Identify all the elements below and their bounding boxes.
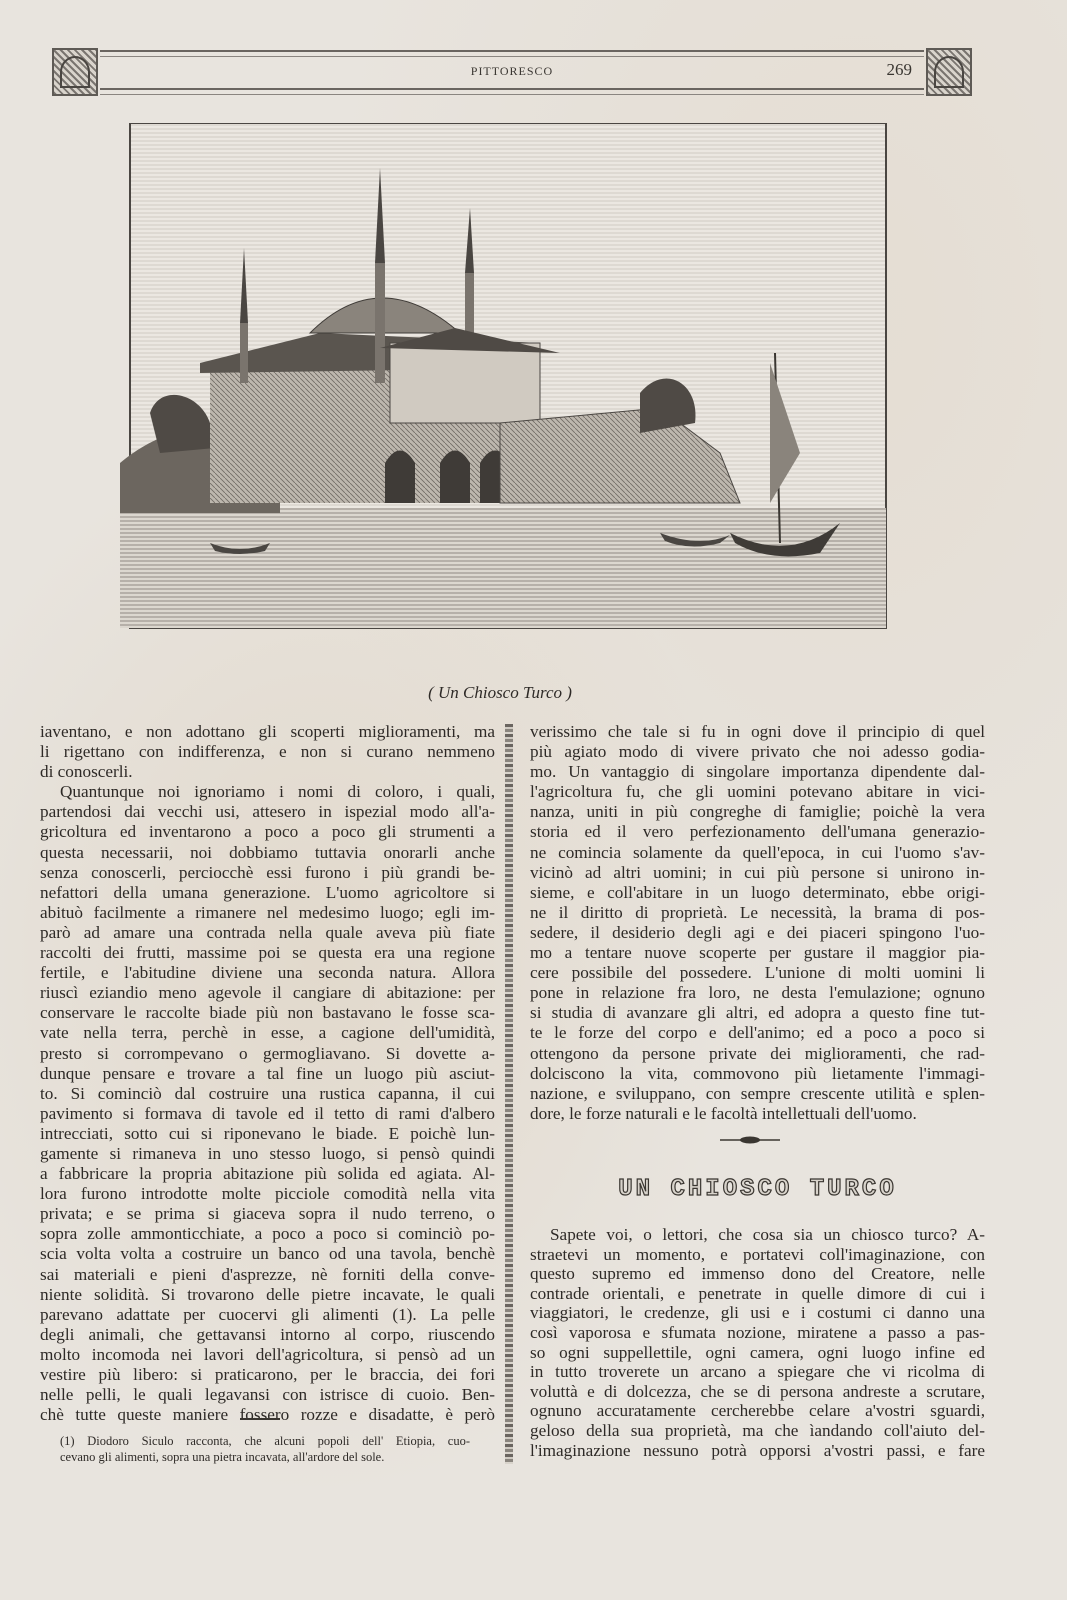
footnote-rule — [240, 1418, 280, 1420]
text-line: parò ad amare una contrada nella quale aveva più fiate — [40, 922, 495, 942]
text-line: te le forze del corpo e dell'animo; ed a poco a poco si — [530, 1023, 985, 1043]
text-line: l'agricoltura fu, che gli uomini potevano abitare in vici- — [530, 782, 985, 802]
text-line: Sapete voi, o lettori, che cosa sia un chiosco turco? A- — [550, 1225, 985, 1244]
text-line: intrecciati, sotto cui si riponevano le biade. E poichè lun- — [40, 1123, 495, 1143]
section-ornament-icon — [720, 1136, 780, 1144]
engraving-illustration — [120, 123, 888, 630]
text-line: molto incomoda nei lavori dell'agricoltura, si pensò ad un — [40, 1344, 495, 1364]
text-line: viaggiatori, le credenze, gli usi e i costumi ci danno una — [530, 1303, 985, 1323]
text-line: straetevi un momento, e portatevi coll'imaginazione, con — [530, 1244, 985, 1264]
text-line: Quantunque noi ignoriamo i nomi di coloro, i quali, — [60, 782, 495, 802]
text-line: questa necessarii, noi dobbiamo tuttavia onorarli anche — [40, 842, 495, 862]
text-line: più agiato modo di vivere privato che noi adesso godia- — [530, 742, 985, 762]
text-line: (1) Diodoro Siculo racconta, che alcuni popoli dell' Etiopia, cuo- — [60, 1434, 470, 1448]
text-line: cevano gli alimenti, sopra una pietra incavata, all'ardore del sole. — [60, 1450, 385, 1464]
text-line: parevano adattate per cuocervi gli alimenti (1). La pelle — [40, 1304, 495, 1324]
running-title: PITTORESCO — [470, 64, 554, 78]
text-line: chè tutte queste maniere fossero rozze e disadatte, è però — [40, 1405, 495, 1425]
text-line: dunque pensare e trovare a tal fine un luogo più asciut- — [40, 1063, 495, 1083]
text-line: nefattori della umana generazione. L'uomo agricoltore si — [40, 882, 495, 902]
column-divider — [505, 724, 513, 1464]
page-header — [52, 48, 972, 96]
text-line: iaventano, e non adottano gli scoperti miglioramenti, ma — [40, 722, 495, 741]
text-line: gamente si rimaneva in uno stesso luogo, si pensò quindi — [40, 1143, 495, 1163]
text-line: mo a tentare nuove scoperte per gustare il maggior pia- — [530, 943, 985, 963]
text-line: gricoltura ed inventarono a poco a poco gli strumenti a — [40, 822, 495, 842]
text-line: scia volta volta a costruire un banco od una tavola, benchè — [40, 1244, 495, 1264]
text-line: niente solidità. Si trovarono delle pietre incavate, le quali — [40, 1284, 495, 1304]
text-line: così vaporosa e sfumata nozione, miratene a passo a pas- — [530, 1322, 985, 1342]
text-line: l'imaginazione nessuno potrà opporsi a'vostri passi, e fare — [530, 1440, 985, 1460]
text-line: raccolti dei frutti, massime poi se questa era una regione — [40, 943, 495, 963]
text-line: geloso della sua proprietà, ma che ìandando coll'aiuto del- — [530, 1420, 985, 1440]
text-line: pavimento si formava di tavole ed il tetto di rami d'albero — [40, 1103, 495, 1123]
header-rule — [100, 50, 924, 57]
text-line: in tutto troverete un arcano a spiegare che vi ricolma di — [530, 1362, 985, 1382]
text-line: ne il diritto di proprietà. Le necessità, la brama di pos- — [530, 902, 985, 922]
text-line: riuscì eziandio meno agevole il cangiare di abitazione: per — [40, 983, 495, 1003]
text-line: cere possibile del possedere. L'unione di molti uomini li — [530, 963, 985, 983]
text-line: vate nella terra, perchè in esse, a cagione dell'umidità, — [40, 1023, 495, 1043]
text-line: sieme, e coll'abitare in un luogo determinato, ebbe origi- — [530, 882, 985, 902]
text-line: li rigettano con indifferenza, e non si curano nemmeno — [40, 742, 495, 762]
text-line: so ogni suppellettile, ogni camera, ogni luogo infine ed — [530, 1342, 985, 1362]
text-line: ne comincia solamente da quell'epoca, in cui l'uomo s'av- — [530, 842, 985, 862]
header-rule — [100, 88, 924, 95]
footnote — [60, 1433, 470, 1465]
text-line: nelle pelli, le quali legavansi con istrisce di cuoio. Ben- — [40, 1385, 495, 1405]
text-line: contrade orientali, e penetrate in quelle dimore di cui i — [530, 1283, 985, 1303]
text-line: nanza, uniti in più congreghe di famiglie; poichè la vera — [530, 802, 985, 822]
text-line: si studia di avanzare gli altri, ed adopra a questo fine tut- — [530, 1003, 985, 1023]
text-line: to. Si cominciò dal costruire una rustica capanna, il cui — [40, 1083, 495, 1103]
text-line: a fabbricare la propria abitazione più solida ed agiata. Al- — [40, 1164, 495, 1184]
text-line: conservare le raccolte biade più non bastavano le fosse sca- — [40, 1003, 495, 1023]
text-line: abituò facilmente a rimanere nel medesimo luogo; egli im- — [40, 902, 495, 922]
text-line: vestire più libero: si praticarono, per le braccia, dei fori — [40, 1365, 495, 1384]
text-line: senza conoscerli, perciocchè essi furono i più grandi be- — [40, 862, 495, 882]
text-line: nazione, e sviluppano, con sempre crescente utilità e splen- — [530, 1083, 985, 1103]
text-line: vicinò ad altri uomini; in cui più persone si unirono in- — [530, 862, 985, 882]
text-line: di conoscerli. — [40, 762, 133, 782]
text-line: questo supremo ed immenso dono del Creatore, nelle — [530, 1264, 985, 1284]
text-line: degli animali, che gettavansi intorno al corpo, riuscendo — [40, 1324, 495, 1344]
text-line: sai materiali e pieni d'asprezze, nè forniti della conve- — [40, 1264, 495, 1284]
text-line: verissimo che tale si fu in ogni dove il principio di quel — [530, 722, 985, 741]
text-line: sedere, il desiderio degli agi e dei piaceri spingono l'uo- — [530, 922, 985, 942]
text-line: dolciscono la vita, commovono più lietamente l'immagi- — [530, 1063, 985, 1083]
page-number: 269 — [886, 60, 912, 79]
ornament-right-icon — [926, 48, 972, 96]
text-line: privata; e se prima si giaceva sopra il nudo terreno, o — [40, 1204, 495, 1224]
text-line: mo. Un vantaggio di singolare importanza dipendente dal- — [530, 762, 985, 782]
text-line: ottengono da persone private dei miglioramenti, che rad- — [530, 1043, 985, 1063]
text-line: storia ed il vero perfezionamento dell'umana generazio- — [530, 822, 985, 842]
text-line: fertile, e l'abitudine diviene una seconda natura. Allora — [40, 963, 495, 983]
text-line: dore, le forze naturali e le facoltà intellettuali dell'uomo. — [530, 1103, 917, 1123]
article-body — [530, 1225, 985, 1460]
text-line: lora furono introdotte molte picciole comodità nella vita — [40, 1184, 495, 1204]
text-line: sopra zolle ammonticchiate, a poco a poco si cominciò po- — [40, 1224, 495, 1244]
text-line: presto si corrompevano o germogliavano. Si dovette a- — [40, 1043, 495, 1063]
text-line: ognuno accuratamente cercherebbe celare a'vostri sguardi, — [530, 1401, 985, 1421]
text-line: pone in relazione fra loro, ne desta l'emulazione; ognuno — [530, 983, 985, 1003]
text-line: voluttà e di dolcezza, che se di persona andreste a scrutare, — [530, 1381, 985, 1401]
right-column — [530, 722, 985, 1124]
text-line: partendosi dai vecchi usi, attesero in ispezial modo all'a- — [40, 802, 495, 822]
left-column — [40, 722, 495, 1425]
illustration-caption: ( Un Chiosco Turco ) — [428, 683, 572, 702]
article-heading: UN CHIOSCO TURCO — [618, 1176, 897, 1203]
